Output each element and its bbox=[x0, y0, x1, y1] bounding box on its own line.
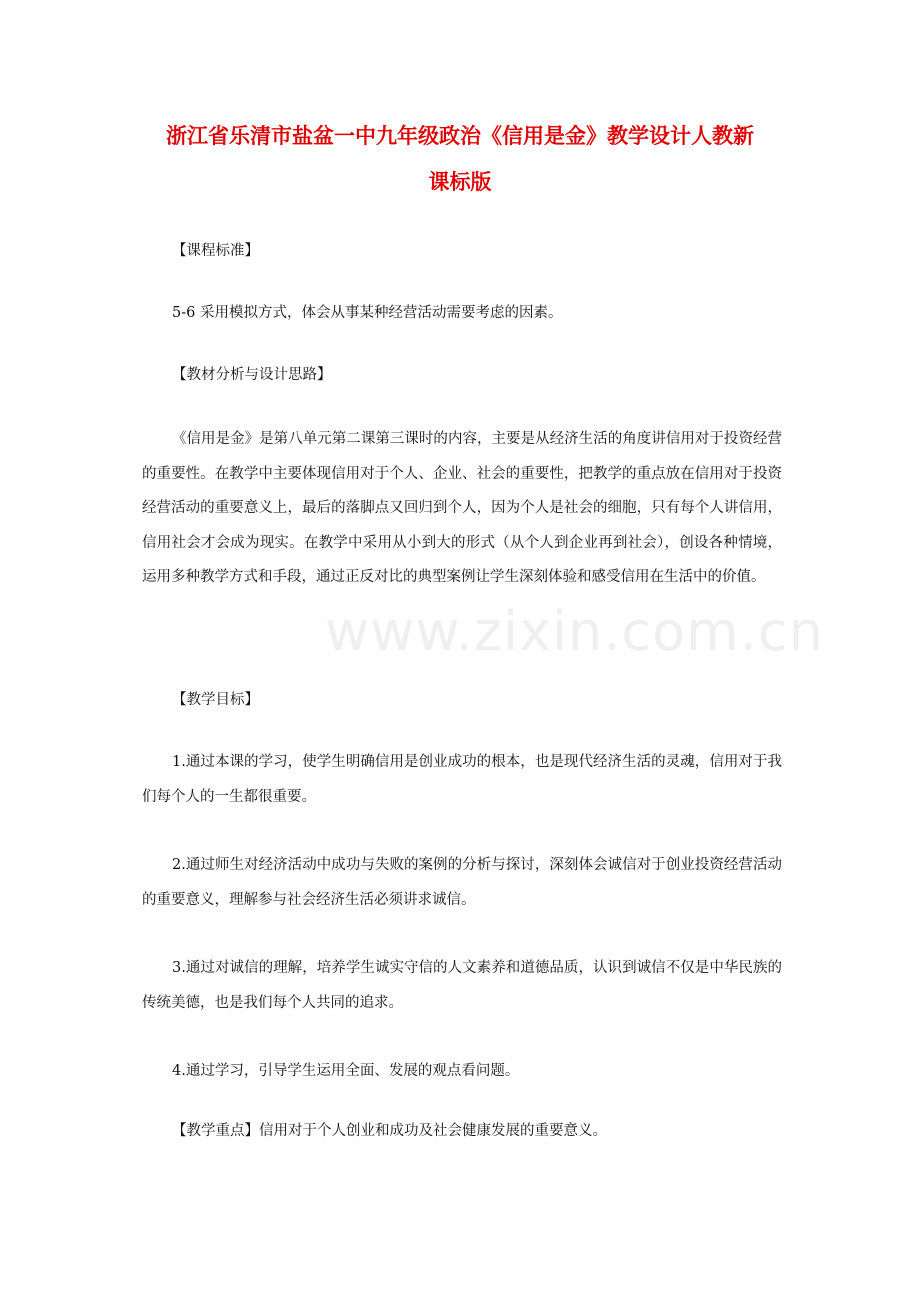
section-heading-standard: 【课程标准】 bbox=[172, 243, 259, 259]
paragraph-keypoint: 【教学重点】信用对于个人创业和成功及社会健康发展的重要意义。 bbox=[172, 1123, 607, 1139]
goal-item-3: 3.通过对诚信的理解，培养学生诚实守信的人文素养和道德品质，认识到诚信不仅是中华民族的传统美德，也是我们每个人共同的追求。 bbox=[142, 960, 782, 1011]
goal-item-1: 1.通过本课的学习，使学生明确信用是创业成功的根本，也是现代经济生活的灵魂，信用对于我们每个人的一生都很重要。 bbox=[142, 754, 782, 805]
goal-item-2: 2.通过师生对经济活动中成功与失败的案例的分析与探讨，深刻体会诚信对于创业投资经营活动的重要意义，理解参与社会经济生活必须讲求诚信。 bbox=[142, 857, 782, 908]
section-heading-goals: 【教学目标】 bbox=[172, 692, 259, 708]
goal-item-4: 4.通过学习，引导学生运用全面、发展的观点看问题。 bbox=[172, 1063, 520, 1079]
section-heading-analysis: 【教材分析与设计思路】 bbox=[172, 367, 332, 383]
watermark: www.zixin.com.cn bbox=[325, 600, 824, 663]
title-line-2: 课标版 bbox=[428, 170, 492, 194]
document-title bbox=[120, 113, 800, 205]
paragraph-standard: 5-6 采用模拟方式，体会从事某种经营活动需要考虑的因素。 bbox=[172, 305, 563, 321]
title-line-1: 浙江省乐清市盐盆一中九年级政治《信用是金》教学设计人教新 bbox=[166, 124, 754, 148]
paragraph-analysis: 《信用是金》是第八单元第二课第三课时的内容，主要是从经济生活的角度讲信用对于投资经营的重要性。在教学中主要体现信用对于个人、企业、社会的重要性，把教学的重点放在信用对于投资经营活动的重要意义上，最后的落脚点又回归到个人，因为个人是社会的细胞，只有每个人讲信用，信用社会才会成为现实。在教学中采用从小到大的形式（从个人到企业再到社会），创设各种情境，运用多种教学方式和手段，通过正反对比的典型案例让学生深刻体验和感受信用在生活中的价值。 bbox=[142, 431, 782, 585]
